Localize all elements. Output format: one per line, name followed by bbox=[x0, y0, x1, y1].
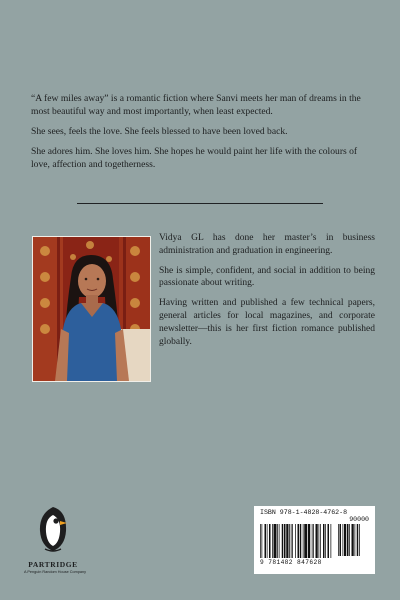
barcode-bar bbox=[272, 524, 273, 558]
barcode-bar bbox=[338, 524, 339, 556]
addon-barcode bbox=[338, 524, 366, 556]
barcode-bar bbox=[279, 524, 280, 558]
isbn-row bbox=[260, 509, 369, 516]
barcode-bar bbox=[304, 524, 307, 558]
barcode-bar bbox=[320, 524, 321, 558]
author-bio bbox=[159, 232, 375, 355]
barcode-bar bbox=[308, 524, 310, 558]
barcode-bar bbox=[352, 524, 354, 556]
barcode-bar bbox=[289, 524, 290, 558]
author-bio-paragraph-3: Having written and published a few technical papers, general articles for local magazines, and corporate newsletter—this is her first fiction romance published globally. bbox=[159, 298, 375, 347]
barcode-bar bbox=[340, 524, 342, 556]
barcode-digits: 9 781482 847628 bbox=[260, 559, 322, 566]
barcode-bar bbox=[260, 524, 261, 558]
blurb-paragraph-2: She sees, feels the love. She feels blessed to have been loved back. bbox=[31, 126, 288, 137]
isbn-barcode bbox=[254, 506, 375, 574]
barcode-bar bbox=[274, 524, 277, 558]
barcode-bar bbox=[291, 524, 292, 558]
publisher-logo bbox=[24, 505, 87, 574]
barcode-bar bbox=[265, 524, 267, 558]
main-barcode bbox=[260, 524, 334, 558]
book-blurb bbox=[31, 92, 376, 178]
barcode-bar bbox=[328, 524, 330, 558]
section-divider bbox=[77, 203, 323, 204]
barcode-bar bbox=[292, 524, 293, 558]
barcode-bar bbox=[347, 524, 349, 556]
barcode-bar bbox=[277, 524, 278, 558]
barcode-bar bbox=[319, 524, 320, 558]
barcode-bar bbox=[344, 524, 346, 556]
barcode-bar bbox=[331, 524, 332, 558]
barcode-bar bbox=[316, 524, 318, 558]
barcode-bar bbox=[282, 524, 284, 558]
barcode-bars bbox=[260, 524, 369, 558]
barcode-bar bbox=[312, 524, 313, 558]
blurb-paragraph-3: She adores him. She loves him. She hopes he would paint her life with the colours of love, affection and togetherness. bbox=[31, 146, 358, 170]
barcode-bar bbox=[359, 524, 360, 556]
barcode-bar bbox=[355, 524, 356, 556]
barcode-bar bbox=[269, 524, 271, 558]
barcode-bar bbox=[300, 524, 302, 558]
barcode-bar bbox=[323, 524, 325, 558]
isbn-label: ISBN 978-1-4828-4762-8 bbox=[260, 509, 348, 516]
blurb-paragraph-1: “A few miles away” is a romantic fiction where Sanvi meets her man of dreams in the most beautiful way and most importantly, when least expected. bbox=[31, 93, 361, 117]
barcode-bar bbox=[303, 524, 304, 558]
barcode-bar bbox=[298, 524, 300, 558]
publisher-tagline: A Penguin Random House Company bbox=[24, 570, 87, 574]
barcode-bar bbox=[262, 524, 263, 558]
barcode-bar bbox=[349, 524, 350, 556]
author-bio-paragraph-2: She is simple, confident, and social in addition to being passionate about writing. bbox=[159, 265, 375, 289]
barcode-bar bbox=[284, 524, 286, 558]
author-bio-paragraph-1: Vidya GL has done her master’s in business administration and graduation in engineering. bbox=[159, 233, 375, 256]
barcode-bar bbox=[325, 524, 326, 558]
barcode-bar bbox=[267, 524, 268, 558]
price-code: 90000 bbox=[349, 516, 369, 523]
author-photo bbox=[32, 236, 151, 382]
bird-logo-icon bbox=[36, 505, 70, 553]
publisher-name: PARTRIDGE bbox=[28, 560, 78, 569]
barcode-bar bbox=[295, 524, 296, 558]
barcode-bar bbox=[357, 524, 359, 556]
barcode-bar bbox=[286, 524, 288, 558]
barcode-bar bbox=[343, 524, 344, 556]
price-code-row bbox=[260, 516, 369, 523]
barcode-bar bbox=[313, 524, 314, 558]
